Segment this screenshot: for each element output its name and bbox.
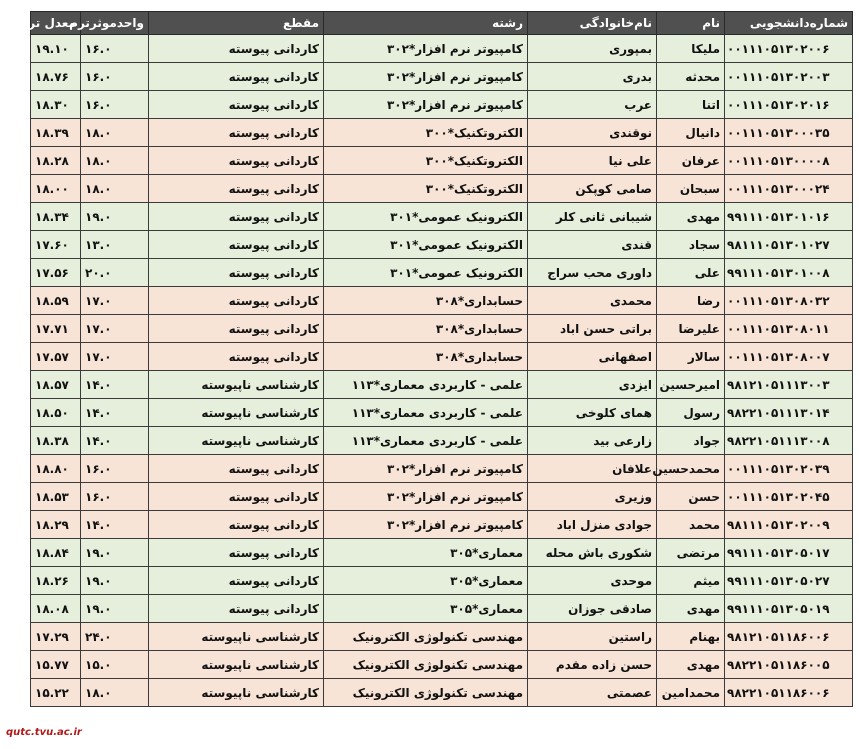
cell-degree-level: کاردانی پیوسته bbox=[149, 287, 324, 315]
cell-first-name: اتنا bbox=[657, 91, 725, 119]
table-row bbox=[31, 623, 853, 651]
cell-last-name: موحدی bbox=[528, 567, 657, 595]
cell-student-id: ۰۰۱۱۱۰۵۱۳۰۸۰۱۱ bbox=[725, 315, 853, 343]
site-watermark: qutc.tvu.ac.ir bbox=[0, 722, 80, 744]
cell-student-id: ۰۰۱۱۱۰۵۱۳۰۲۰۱۶ bbox=[725, 91, 853, 119]
cell-degree-level: کاردانی پیوسته bbox=[149, 343, 324, 371]
table-row bbox=[31, 483, 853, 511]
header-degree-level: مقطع bbox=[149, 12, 324, 35]
cell-first-name: محمدامین bbox=[657, 679, 725, 707]
cell-units: ۱۶.۰ bbox=[81, 91, 149, 119]
table-row bbox=[31, 35, 853, 63]
cell-term-average: ۱۵.۷۷ bbox=[31, 651, 81, 679]
cell-units: ۱۷.۰ bbox=[81, 343, 149, 371]
cell-term-average: ۱۹.۱۰ bbox=[31, 35, 81, 63]
cell-term-average: ۱۸.۲۹ bbox=[31, 511, 81, 539]
cell-first-name: علی bbox=[657, 259, 725, 287]
cell-student-id: ۹۸۲۲۱۰۵۱۱۸۶۰۰۶ bbox=[725, 679, 853, 707]
header-term-average: معدل ترم bbox=[31, 12, 81, 35]
cell-major: معماری*۳۰۵ bbox=[324, 567, 528, 595]
cell-last-name: عصمتی bbox=[528, 679, 657, 707]
cell-term-average: ۱۸.۸۰ bbox=[31, 455, 81, 483]
table-row bbox=[31, 203, 853, 231]
table-row bbox=[31, 567, 853, 595]
cell-student-id: ۹۹۱۱۱۰۵۱۳۰۱۰۱۶ bbox=[725, 203, 853, 231]
cell-degree-level: کاردانی پیوسته bbox=[149, 147, 324, 175]
cell-student-id: ۰۰۱۱۱۰۵۱۳۰۸۰۰۷ bbox=[725, 343, 853, 371]
cell-last-name: داوری محب سراج bbox=[528, 259, 657, 287]
cell-term-average: ۱۸.۲۸ bbox=[31, 147, 81, 175]
cell-student-id: ۹۹۱۱۱۰۵۱۳۰۵۰۱۷ bbox=[725, 539, 853, 567]
cell-first-name: میثم bbox=[657, 567, 725, 595]
cell-student-id: ۹۹۱۱۱۰۵۱۳۰۵۰۱۹ bbox=[725, 595, 853, 623]
cell-major: کامپیوتر نرم افزار*۳۰۲ bbox=[324, 511, 528, 539]
cell-units: ۱۳.۰ bbox=[81, 231, 149, 259]
cell-units: ۱۸.۰ bbox=[81, 679, 149, 707]
cell-student-id: ۰۰۱۱۱۰۵۱۳۰۰۰۳۵ bbox=[725, 119, 853, 147]
table-header bbox=[19, 12, 853, 35]
cell-degree-level: کاردانی پیوسته bbox=[149, 455, 324, 483]
cell-last-name: اصفهانی bbox=[528, 343, 657, 371]
cell-units: ۱۵.۰ bbox=[81, 651, 149, 679]
cell-degree-level: کاردانی پیوسته bbox=[149, 91, 324, 119]
table-body bbox=[31, 35, 853, 707]
table-row bbox=[31, 147, 853, 175]
table-row bbox=[31, 343, 853, 371]
cell-first-name: دانیال bbox=[657, 119, 725, 147]
cell-major: کامپیوتر نرم افزار*۳۰۲ bbox=[324, 455, 528, 483]
cell-degree-level: کاردانی پیوسته bbox=[149, 175, 324, 203]
cell-student-id: ۹۸۱۱۱۰۵۱۳۰۱۰۲۷ bbox=[725, 231, 853, 259]
cell-major: کامپیوتر نرم افزار*۳۰۲ bbox=[324, 483, 528, 511]
cell-major: کامپیوتر نرم افزار*۳۰۲ bbox=[324, 35, 528, 63]
cell-degree-level: کارشناسی ناپیوسته bbox=[149, 399, 324, 427]
cell-units: ۱۹.۰ bbox=[81, 595, 149, 623]
cell-major: کامپیوتر نرم افزار*۳۰۲ bbox=[324, 63, 528, 91]
header-last-name: نام‌خانوادگی bbox=[528, 12, 657, 35]
table-row bbox=[31, 287, 853, 315]
cell-first-name: محدثه bbox=[657, 63, 725, 91]
header-student-id: شماره‌دانشجویی bbox=[725, 12, 853, 35]
cell-degree-level: کاردانی پیوسته bbox=[149, 511, 324, 539]
table-row bbox=[31, 315, 853, 343]
cell-last-name: براتی حسن اباد bbox=[528, 315, 657, 343]
cell-student-id: ۹۸۱۲۱۰۵۱۱۱۳۰۰۳ bbox=[725, 371, 853, 399]
cell-last-name: وزیری bbox=[528, 483, 657, 511]
cell-units: ۱۷.۰ bbox=[81, 315, 149, 343]
cell-first-name: جواد bbox=[657, 427, 725, 455]
table-row bbox=[31, 679, 853, 707]
cell-major: الکترونیک عمومی*۳۰۱ bbox=[324, 231, 528, 259]
cell-last-name: همای کلوخی bbox=[528, 399, 657, 427]
cell-units: ۱۴.۰ bbox=[81, 399, 149, 427]
cell-degree-level: کاردانی پیوسته bbox=[149, 567, 324, 595]
cell-units: ۱۹.۰ bbox=[81, 539, 149, 567]
cell-first-name: امیرحسین bbox=[657, 371, 725, 399]
cell-degree-level: کاردانی پیوسته bbox=[149, 119, 324, 147]
cell-units: ۱۴.۰ bbox=[81, 511, 149, 539]
cell-student-id: ۰۰۱۱۱۰۵۱۳۰۰۰۲۴ bbox=[725, 175, 853, 203]
cell-term-average: ۱۷.۵۷ bbox=[31, 343, 81, 371]
cell-degree-level: کارشناسی ناپیوسته bbox=[149, 679, 324, 707]
cell-term-average: ۱۷.۶۰ bbox=[31, 231, 81, 259]
cell-first-name: حسن bbox=[657, 483, 725, 511]
cell-units: ۲۴.۰ bbox=[81, 623, 149, 651]
cell-units: ۱۴.۰ bbox=[81, 427, 149, 455]
cell-term-average: ۱۷.۲۹ bbox=[31, 623, 81, 651]
cell-term-average: ۱۸.۰۸ bbox=[31, 595, 81, 623]
cell-term-average: ۱۷.۵۶ bbox=[31, 259, 81, 287]
cell-major: علمی - کاربردی معماری*۱۱۳ bbox=[324, 399, 528, 427]
cell-last-name: زارعی بید bbox=[528, 427, 657, 455]
cell-degree-level: کاردانی پیوسته bbox=[149, 231, 324, 259]
cell-last-name: بمپوری bbox=[528, 35, 657, 63]
cell-first-name: رسول bbox=[657, 399, 725, 427]
table-row bbox=[31, 651, 853, 679]
table-row bbox=[31, 175, 853, 203]
cell-first-name: علیرضا bbox=[657, 315, 725, 343]
cell-first-name: ملیکا bbox=[657, 35, 725, 63]
cell-student-id: ۹۸۲۲۱۰۵۱۱۱۳۰۱۴ bbox=[725, 399, 853, 427]
cell-first-name: مهدی bbox=[657, 651, 725, 679]
cell-last-name: محمدی bbox=[528, 287, 657, 315]
cell-degree-level: کاردانی پیوسته bbox=[149, 203, 324, 231]
cell-last-name: ایزدی bbox=[528, 371, 657, 399]
cell-degree-level: کارشناسی ناپیوسته bbox=[149, 371, 324, 399]
cell-last-name: علافان bbox=[528, 455, 657, 483]
cell-term-average: ۱۸.۲۶ bbox=[31, 567, 81, 595]
cell-student-id: ۰۰۱۱۱۰۵۱۳۰۲۰۰۳ bbox=[725, 63, 853, 91]
cell-term-average: ۱۸.۵۰ bbox=[31, 399, 81, 427]
cell-last-name: علی نیا bbox=[528, 147, 657, 175]
cell-units: ۱۹.۰ bbox=[81, 203, 149, 231]
cell-units: ۱۹.۰ bbox=[81, 567, 149, 595]
cell-major: الکترونیک عمومی*۳۰۱ bbox=[324, 259, 528, 287]
cell-major: کامپیوتر نرم افزار*۳۰۲ bbox=[324, 91, 528, 119]
cell-units: ۱۸.۰ bbox=[81, 119, 149, 147]
table-row bbox=[31, 119, 853, 147]
cell-major: الکتروتکنیک*۳۰۰ bbox=[324, 119, 528, 147]
cell-degree-level: کارشناسی ناپیوسته bbox=[149, 651, 324, 679]
cell-degree-level: کاردانی پیوسته bbox=[149, 259, 324, 287]
cell-last-name: جوادی منزل اباد bbox=[528, 511, 657, 539]
cell-last-name: شکوری باش محله bbox=[528, 539, 657, 567]
cell-degree-level: کاردانی پیوسته bbox=[149, 63, 324, 91]
cell-student-id: ۰۰۱۱۱۰۵۱۳۰۲۰۴۵ bbox=[725, 483, 853, 511]
cell-student-id: ۹۸۲۲۱۰۵۱۱۸۶۰۰۵ bbox=[725, 651, 853, 679]
cell-major: مهندسی تکنولوژی الکترونیک bbox=[324, 623, 528, 651]
cell-units: ۱۷.۰ bbox=[81, 287, 149, 315]
cell-student-id: ۹۸۱۲۱۰۵۱۱۸۶۰۰۶ bbox=[725, 623, 853, 651]
cell-term-average: ۱۵.۲۲ bbox=[31, 679, 81, 707]
table-row bbox=[31, 231, 853, 259]
table-row bbox=[31, 595, 853, 623]
cell-major: حسابداری*۳۰۸ bbox=[324, 315, 528, 343]
cell-degree-level: کاردانی پیوسته bbox=[149, 35, 324, 63]
cell-first-name: مهدی bbox=[657, 203, 725, 231]
cell-student-id: ۹۸۱۱۱۰۵۱۳۰۲۰۰۹ bbox=[725, 511, 853, 539]
cell-units: ۱۶.۰ bbox=[81, 35, 149, 63]
cell-student-id: ۰۰۱۱۱۰۵۱۳۰۲۰۳۹ bbox=[725, 455, 853, 483]
cell-first-name: سجاد bbox=[657, 231, 725, 259]
cell-major: حسابداری*۳۰۸ bbox=[324, 287, 528, 315]
cell-first-name: رضا bbox=[657, 287, 725, 315]
cell-student-id: ۹۹۱۱۱۰۵۱۳۰۱۰۰۸ bbox=[725, 259, 853, 287]
cell-term-average: ۱۸.۷۶ bbox=[31, 63, 81, 91]
cell-last-name: صادقی جوزان bbox=[528, 595, 657, 623]
cell-last-name: صامی کوپکن bbox=[528, 175, 657, 203]
cell-major: مهندسی تکنولوژی الکترونیک bbox=[324, 651, 528, 679]
cell-degree-level: کاردانی پیوسته bbox=[149, 483, 324, 511]
header-major: رشته bbox=[324, 12, 528, 35]
table-row bbox=[31, 455, 853, 483]
student-grades-table bbox=[19, 11, 853, 707]
cell-first-name: محمدحسین bbox=[657, 455, 725, 483]
cell-term-average: ۱۸.۳۹ bbox=[31, 119, 81, 147]
header-units: واحدموثرترم bbox=[81, 12, 149, 35]
cell-degree-level: کارشناسی ناپیوسته bbox=[149, 623, 324, 651]
cell-first-name: مهدی bbox=[657, 595, 725, 623]
cell-last-name: نوقندی bbox=[528, 119, 657, 147]
table-row bbox=[31, 399, 853, 427]
student-grades-table-wrapper bbox=[19, 11, 852, 733]
cell-term-average: ۱۸.۰۰ bbox=[31, 175, 81, 203]
cell-major: علمی - کاربردی معماری*۱۱۳ bbox=[324, 371, 528, 399]
cell-last-name: راستین bbox=[528, 623, 657, 651]
cell-major: معماری*۳۰۵ bbox=[324, 595, 528, 623]
cell-first-name: سالار bbox=[657, 343, 725, 371]
cell-student-id: ۰۰۱۱۱۰۵۱۳۰۰۰۰۸ bbox=[725, 147, 853, 175]
table-row bbox=[31, 63, 853, 91]
table-row bbox=[31, 427, 853, 455]
cell-last-name: عرب bbox=[528, 91, 657, 119]
cell-units: ۱۸.۰ bbox=[81, 175, 149, 203]
cell-term-average: ۱۸.۵۹ bbox=[31, 287, 81, 315]
cell-major: الکترونیک عمومی*۳۰۱ bbox=[324, 203, 528, 231]
cell-term-average: ۱۸.۵۷ bbox=[31, 371, 81, 399]
cell-units: ۲۰.۰ bbox=[81, 259, 149, 287]
cell-first-name: محمد bbox=[657, 511, 725, 539]
header-first-name: نام bbox=[657, 12, 725, 35]
cell-degree-level: کاردانی پیوسته bbox=[149, 539, 324, 567]
cell-major: الکتروتکنیک*۳۰۰ bbox=[324, 175, 528, 203]
cell-major: الکتروتکنیک*۳۰۰ bbox=[324, 147, 528, 175]
cell-major: حسابداری*۳۰۸ bbox=[324, 343, 528, 371]
cell-degree-level: کاردانی پیوسته bbox=[149, 595, 324, 623]
cell-student-id: ۰۰۱۱۱۰۵۱۳۰۸۰۳۲ bbox=[725, 287, 853, 315]
cell-last-name: بدری bbox=[528, 63, 657, 91]
cell-first-name: بهنام bbox=[657, 623, 725, 651]
cell-first-name: مرتضی bbox=[657, 539, 725, 567]
cell-degree-level: کاردانی پیوسته bbox=[149, 315, 324, 343]
cell-units: ۱۶.۰ bbox=[81, 483, 149, 511]
cell-term-average: ۱۸.۳۰ bbox=[31, 91, 81, 119]
table-row bbox=[31, 259, 853, 287]
cell-major: علمی - کاربردی معماری*۱۱۳ bbox=[324, 427, 528, 455]
cell-last-name: قندی bbox=[528, 231, 657, 259]
cell-units: ۱۶.۰ bbox=[81, 63, 149, 91]
cell-term-average: ۱۷.۷۱ bbox=[31, 315, 81, 343]
cell-units: ۱۴.۰ bbox=[81, 371, 149, 399]
table-row bbox=[31, 511, 853, 539]
cell-term-average: ۱۸.۳۴ bbox=[31, 203, 81, 231]
cell-last-name: حسن زاده مقدم bbox=[528, 651, 657, 679]
cell-student-id: ۹۸۲۲۱۰۵۱۱۱۳۰۰۸ bbox=[725, 427, 853, 455]
cell-term-average: ۱۸.۵۳ bbox=[31, 483, 81, 511]
cell-student-id: ۹۹۱۱۱۰۵۱۳۰۵۰۲۷ bbox=[725, 567, 853, 595]
cell-units: ۱۶.۰ bbox=[81, 455, 149, 483]
table-row bbox=[31, 91, 853, 119]
table-row bbox=[31, 371, 853, 399]
header-row bbox=[31, 12, 853, 35]
cell-units: ۱۸.۰ bbox=[81, 147, 149, 175]
cell-first-name: سبحان bbox=[657, 175, 725, 203]
table-row bbox=[31, 539, 853, 567]
cell-degree-level: کارشناسی ناپیوسته bbox=[149, 427, 324, 455]
cell-student-id: ۰۰۱۱۱۰۵۱۳۰۲۰۰۶ bbox=[725, 35, 853, 63]
cell-term-average: ۱۸.۸۴ bbox=[31, 539, 81, 567]
cell-term-average: ۱۸.۳۸ bbox=[31, 427, 81, 455]
cell-major: معماری*۳۰۵ bbox=[324, 539, 528, 567]
cell-last-name: شیبانی ثانی کلر bbox=[528, 203, 657, 231]
cell-major: مهندسی تکنولوژی الکترونیک bbox=[324, 679, 528, 707]
cell-first-name: عرفان bbox=[657, 147, 725, 175]
